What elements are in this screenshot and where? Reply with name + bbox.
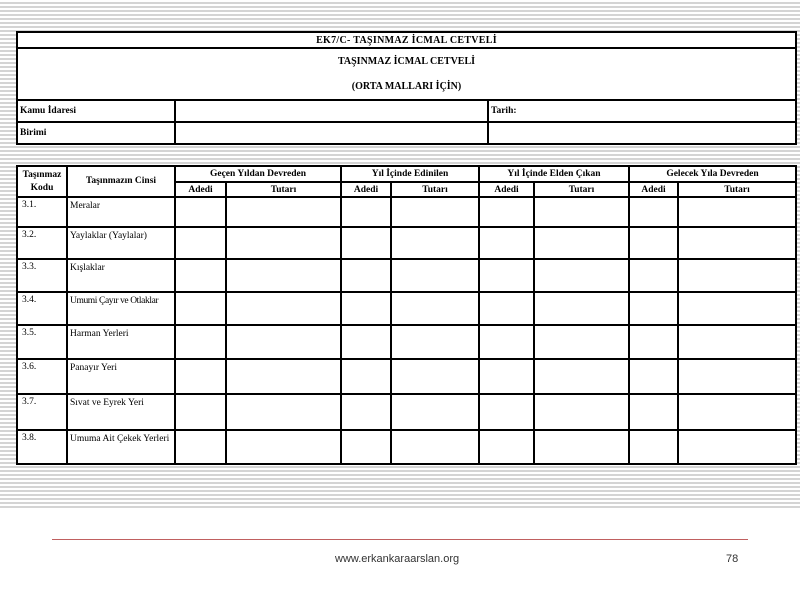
cell[interactable] [479,325,534,359]
cell[interactable] [534,259,629,292]
row-code: 3.7. [17,394,67,430]
row-code: 3.4. [17,292,67,325]
table-row [17,394,796,430]
cell[interactable] [678,394,796,430]
sub-header-tutari: Tutarı [226,182,341,197]
cell[interactable] [391,359,479,394]
cell[interactable] [678,259,796,292]
row-name: Sıvat ve Eyrek Yeri [67,394,175,430]
cell[interactable] [226,325,341,359]
col-header-kodu: Taşınmaz Kodu [17,166,67,197]
cell[interactable] [678,430,796,464]
cell[interactable] [391,430,479,464]
row-code: 3.2. [17,227,67,259]
birimi-extra-field[interactable] [488,122,796,144]
cell[interactable] [629,259,678,292]
cell[interactable] [534,325,629,359]
group-header-gecen: Geçen Yıldan Devreden [175,166,341,182]
sub-header-adedi: Adedi [341,182,391,197]
cell[interactable] [226,227,341,259]
cell[interactable] [534,227,629,259]
cell[interactable] [534,394,629,430]
table-row [17,197,796,227]
cell[interactable] [391,259,479,292]
cell[interactable] [391,325,479,359]
kamu-idaresi-field[interactable] [175,100,488,122]
form-subtitle-block [17,48,796,100]
cell[interactable] [629,227,678,259]
cell[interactable] [678,325,796,359]
cell[interactable] [678,359,796,394]
cell[interactable] [629,325,678,359]
cell[interactable] [534,430,629,464]
cell[interactable] [175,227,226,259]
birimi-label: Birimi [17,122,175,144]
cell[interactable] [175,359,226,394]
table-row [17,325,796,359]
cell[interactable] [534,359,629,394]
sub-header-tutari: Tutarı [678,182,796,197]
row-code: 3.5. [17,325,67,359]
form-title: EK7/C- TAŞINMAZ İCMAL CETVELİ [17,32,796,48]
group-header-edinilen: Yıl İçinde Edinilen [341,166,479,182]
sub-header-tutari: Tutarı [391,182,479,197]
table-row [17,227,796,259]
cell[interactable] [341,394,391,430]
row-code: 3.3. [17,259,67,292]
row-name: Kışlaklar [67,259,175,292]
cell[interactable] [226,359,341,394]
cell[interactable] [479,197,534,227]
row-code: 3.6. [17,359,67,394]
sub-header-adedi: Adedi [479,182,534,197]
cell[interactable] [391,227,479,259]
page-number: 78 [726,553,739,565]
tasinmaz-table [16,165,797,465]
cell[interactable] [629,197,678,227]
cell[interactable] [175,394,226,430]
cell[interactable] [175,259,226,292]
cell[interactable] [391,292,479,325]
row-name: Meralar [67,197,175,227]
cell[interactable] [341,197,391,227]
cell[interactable] [479,430,534,464]
cell[interactable] [341,227,391,259]
cell[interactable] [678,197,796,227]
table-body [17,197,796,464]
cell[interactable] [479,292,534,325]
row-name: Umumi Çayır ve Otlaklar [67,292,175,325]
sub-header-adedi: Adedi [175,182,226,197]
cell[interactable] [391,394,479,430]
cell[interactable] [175,430,226,464]
cell[interactable] [629,394,678,430]
cell[interactable] [226,292,341,325]
cell[interactable] [175,292,226,325]
cell[interactable] [678,292,796,325]
cell[interactable] [226,197,341,227]
row-name: Harman Yerleri [67,325,175,359]
cell[interactable] [341,259,391,292]
sub-header-tutari: Tutarı [534,182,629,197]
cell[interactable] [629,359,678,394]
cell[interactable] [226,259,341,292]
cell[interactable] [629,292,678,325]
cell[interactable] [341,292,391,325]
tarih-label: Tarih: [488,100,796,122]
cell[interactable] [534,197,629,227]
birimi-field[interactable] [175,122,488,144]
footer-site-text: www.erkankaraarslan.org [335,553,460,565]
cell[interactable] [175,325,226,359]
cell[interactable] [391,197,479,227]
group-header-gelecek: Gelecek Yıla Devreden [629,166,796,182]
kamu-idaresi-label: Kamu İdaresi [17,100,175,122]
group-header-elden-cikan: Yıl İçinde Elden Çıkan [479,166,629,182]
cell[interactable] [341,325,391,359]
table-row [17,292,796,325]
cell[interactable] [226,394,341,430]
cell[interactable] [479,359,534,394]
cell[interactable] [175,197,226,227]
cell[interactable] [226,430,341,464]
form-frame [16,28,795,506]
cell[interactable] [479,259,534,292]
col-header-cinsi: Taşınmazın Cinsi [67,166,175,197]
sub-header-adedi: Adedi [629,182,678,197]
cell[interactable] [341,359,391,394]
cell[interactable] [479,227,534,259]
cell[interactable] [341,430,391,464]
footer-divider [52,539,748,540]
table-row [17,359,796,394]
cell[interactable] [678,227,796,259]
row-code: 3.8. [17,430,67,464]
form-subtitle: TAŞINMAZ İCMAL CETVELİ [337,56,476,67]
row-name: Umuma Ait Çekek Yerleri [67,430,175,464]
cell[interactable] [629,430,678,464]
row-code: 3.1. [17,197,67,227]
row-name: Panayır Yeri [67,359,175,394]
table-row [17,430,796,464]
row-name: Yaylaklar (Yaylalar) [67,227,175,259]
form-subtitle-2: (ORTA MALLARI İÇİN) [351,81,462,92]
cell[interactable] [479,394,534,430]
cell[interactable] [534,292,629,325]
form-header-table [16,31,797,145]
table-row [17,259,796,292]
